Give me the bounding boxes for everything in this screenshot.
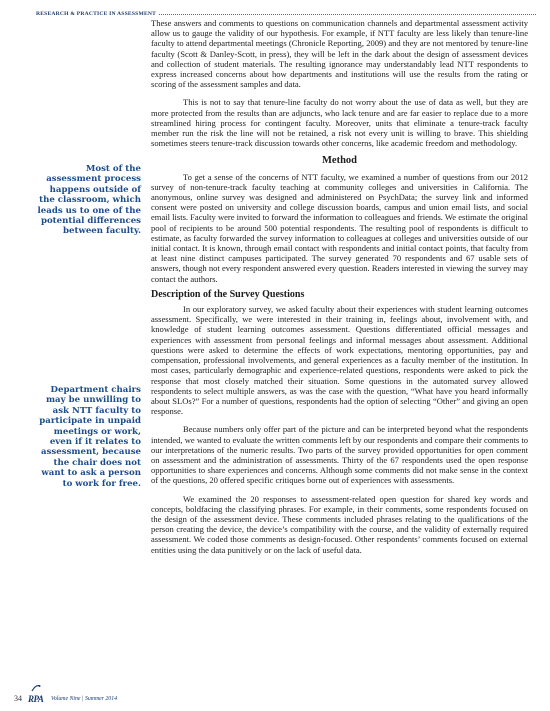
logo-swoosh-icon (31, 684, 41, 692)
issue-label: Volume Nine | Summer 2014 (51, 696, 117, 702)
section-heading-method: Method (322, 155, 357, 167)
rpa-logo (27, 688, 49, 704)
page-footer (14, 688, 214, 704)
section-heading-survey: Description of the Survey Questions (151, 288, 305, 300)
logo-text: RPA (28, 694, 44, 704)
paragraph-intro-1: These answers and comments to questions on communication channels and departmental assessment activity allow us to gauge the validity of our hypothesis. For example, if NTT faculty are less likely than tenure-line faculty to attend departmental meetings (Chronicle Reporting, 2009) and they are not mentored by tenure-line faculty (Scott & Danley-Scott, in press), they will be left in the dark about the design of assessment devices and collection of student materials. The resulting ignorance may understandably lead NTT respondents to express increased concerns about how departments and institutions will use the results from the rating or scoring of the assessment samples and data. (151, 18, 528, 90)
page-number: 34 (14, 694, 22, 703)
paragraph-method: To get a sense of the concerns of NTT faculty, we examined a number of questions from our 2012 survey of non-tenure-track faculty teaching at community colleges and universities in California. The anonymous, online survey was designed and administered on PsychData; the survey link and informed consent were posted on university and college discussion boards, campus and union email lists, and social email lists. Faculty were invited to forward the information to colleagues and friends. We estimate the original pool of recipients to be around 500 potential respondents. The resulting pool of respondents is difficult to estimate, as faculty forwarded the survey information to colleagues at colleges and universities outside of our initial contact. It is known, through email contact with respondents and initial contact points, that faculty from at least nine distinct campuses participated. The survey generated 70 respondents and 67 usable sets of answers, though not every respondent answered every question. Readers interested in viewing the survey may contact the authors. (151, 171, 529, 284)
running-head-rule (159, 14, 536, 15)
article-body (151, 18, 528, 555)
pull-quote-1: Most of the assessment process happens outside of the classroom, which leads us to one of the potential differences between faculty. (37, 164, 141, 237)
paragraph-intro-2: This is not to say that tenure-line faculty do not worry about the use of data as well, but they are more protected from the results than are adjuncts, who lack tenure and are far easier to replace due to a more streamlined hiring process for contingent faculty. Moreover, units that eliminate a tenure-track faculty member run the risk the line will not be retained, a risk not every unit is willing to brave. This shielding sometimes steers tenure-track discussion towards other concerns, like academic freedom and methodology. (151, 97, 528, 149)
paragraph-survey-2: Because numbers only offer part of the picture and can be interpreted beyond what the respondents intended, we wanted to evaluate the written comments left by our respondents and compare their comments to our interpretations of the numeric results. Two parts of the survey provided opportunities for open comment on assessment and the administration of assessments. Thirty of the 67 respondents used the open response opportunities to share experiences and concerns. Although some comments did not make sense in the context of the questions, 20 offered specific critiques borne out of experiences with assessments. (151, 424, 528, 486)
paragraph-survey-1: In our exploratory survey, we asked faculty about their experiences with student learning outcomes assessment. Specifically, we were interested in their training in, feelings about, involvement with, and knowledge of student learning outcomes assessment. Questions differentiated official messages and experiences with assessment from personal feelings and informal messages about assessment. Additional questions were asked to determine the effects of work expectations, mentoring opportunities, pay and compensation, professional involvements, and general experiences as a faculty member of the institution. In most cases, particularly demographic and experience-related questions, respondents were asked to pick the response that most closely matched their situation. Some questions in the automated survey allowed respondents to select multiple answers, as was the case with the question, “What have you heard informally about SLOs?” For a number of questions, respondents had the option of selecting “Other” and giving an open response. (151, 304, 528, 417)
paragraph-survey-3: We examined the 20 responses to assessment-related open question for shared key words and concepts, boldfacing the classifying phrases. For example, in their comments, some respondents focused on the design of the assessment device. These comments included phrases relating to the qualifications of the person creating the device, the device’s compatibility with the course, and the validity of externally required assessment. We coded those comments as design-focused. Other respondents’ comments focused on external entities using the data punitively or on the lack of useful data. (151, 493, 528, 555)
running-head-title: RESEARCH & PRACTICE IN ASSESSMENT (36, 11, 157, 17)
pull-quote-2: Department chairs may be unwilling to ask NTT faculty to participate in unpaid meetings or work, even if it relates to assessment, because the chair does not want to ask a person to work for free. (39, 385, 141, 489)
